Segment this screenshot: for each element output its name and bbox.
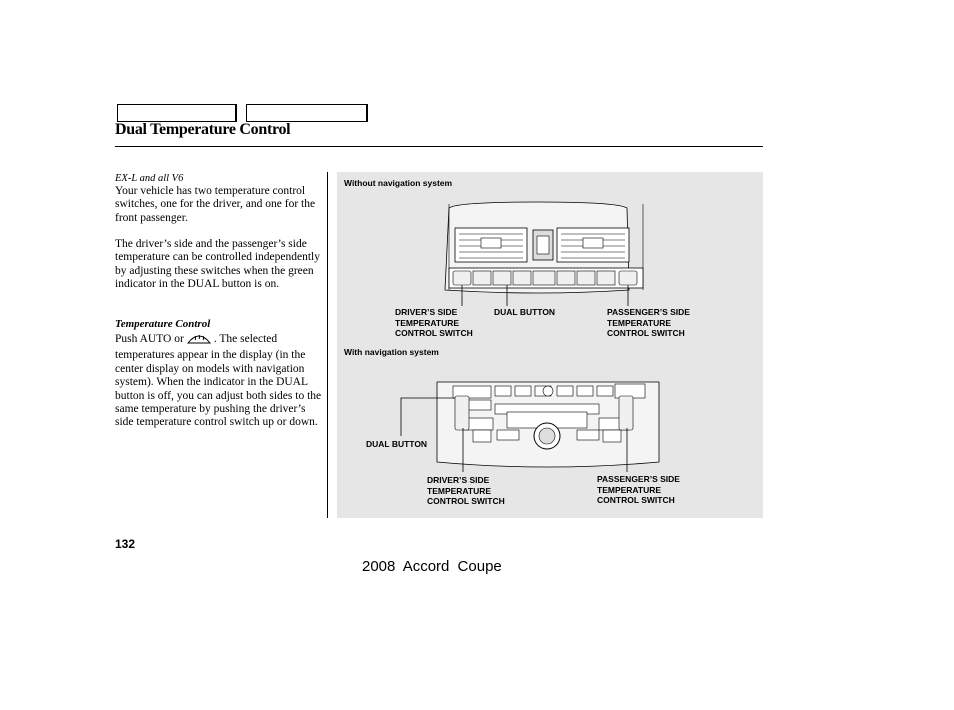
top-passenger-label-line: TEMPERATURE — [607, 317, 672, 328]
intro-paragraph: Your vehicle has two temperature control switches, one for the driver, and one for the front passenger. — [115, 185, 316, 224]
console-without-navigation — [337, 172, 763, 518]
model-note: EX-L and all V6 — [115, 173, 184, 184]
top-dual-button-label: DUAL BUTTON — [494, 307, 556, 317]
top-driver-switch-label — [395, 307, 473, 339]
temperature-paragraph — [115, 331, 325, 430]
column-divider — [327, 172, 328, 518]
bottom-passenger-switch-label — [597, 474, 680, 506]
top-passenger-switch-label — [607, 307, 690, 339]
footer-model: 2008 Accord Coupe — [362, 558, 502, 575]
bottom-driver-label-line: TEMPERATURE — [427, 485, 492, 496]
top-driver-label-line: DRIVER’S SIDE — [395, 307, 458, 317]
top-driver-label-line: CONTROL SWITCH — [395, 328, 473, 338]
title-divider — [115, 146, 763, 147]
dual-paragraph: The driver’s side and the passenger’s side temperature can be controlled independently by adjusting these switches when the green indicator in the DUAL button is on. — [115, 238, 320, 291]
page-number: 132 — [115, 537, 136, 551]
top-passenger-label-line: PASSENGER’S SIDE — [607, 307, 690, 317]
temperature-paragraph-rest: . The selected temperatures appear in the display (in the center display on models with navigation system). When the indicator in the DUAL button is off, you can adjust both sides to the same temperature by pushing the driver’s side temperature control switch up or down. — [115, 333, 322, 429]
page-title: Dual Temperature Control — [115, 121, 291, 138]
bottom-passenger-label-line: PASSENGER’S SIDE — [597, 474, 680, 484]
windshield-defrost-icon — [186, 331, 212, 349]
bottom-driver-label-line: DRIVER’S SIDE — [427, 475, 490, 485]
bottom-passenger-label-line: CONTROL SWITCH — [597, 495, 675, 505]
bottom-driver-label-line: CONTROL SWITCH — [427, 496, 505, 506]
climate-control-figure — [337, 172, 763, 518]
top-caption: Without navigation system — [344, 178, 453, 188]
temperature-paragraph-start: Push AUTO or — [115, 333, 184, 345]
bottom-driver-switch-label — [427, 475, 505, 507]
bottom-dual-button-label: DUAL BUTTON — [366, 439, 428, 449]
top-driver-label-line: TEMPERATURE — [395, 317, 460, 328]
section-tab-2 — [246, 104, 368, 122]
top-passenger-label-line: CONTROL SWITCH — [607, 328, 685, 338]
section-tab-1 — [117, 104, 237, 122]
temperature-control-subheading: Temperature Control — [115, 318, 211, 330]
bottom-caption: With navigation system — [344, 347, 439, 357]
bottom-passenger-label-line: TEMPERATURE — [597, 484, 662, 495]
